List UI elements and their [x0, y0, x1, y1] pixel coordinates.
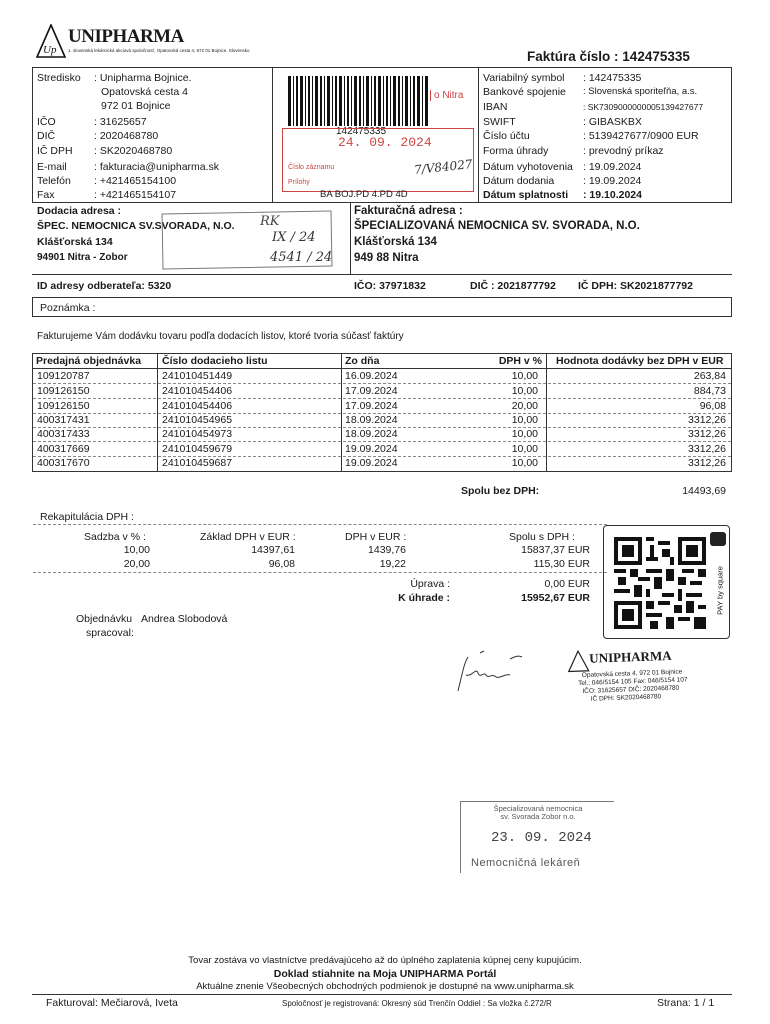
- company-stamp: [559, 645, 721, 711]
- recap-cell: 115,30 EUR: [533, 558, 590, 570]
- supplier-label-7: Telefón: [37, 175, 71, 187]
- supplier-value-5: : SK2020468780: [94, 145, 173, 157]
- route-code: BA BOJ.PD 4.PD 4D: [320, 189, 408, 200]
- payment-value-7: : 19.09.2024: [583, 175, 642, 187]
- table-cell: 400317431: [37, 414, 90, 426]
- header-mid-divider-2: [478, 67, 479, 202]
- intro-text: Fakturujeme Vám dodávku tovaru podľa dodacích listov, ktoré tvoria súčasť faktúry: [37, 331, 404, 342]
- company-stamp-line-3: IČ DPH: SK2020468780: [590, 693, 662, 703]
- table-cell: 400317433: [37, 428, 90, 440]
- recap-cell: 15837,37 EUR: [521, 544, 590, 556]
- qr-code-icon: [614, 537, 706, 629]
- table-cell: 263,84: [693, 370, 726, 382]
- header-left-border: [32, 67, 33, 202]
- registry-handwritten-number: 7/V84027: [413, 156, 474, 178]
- table-cell: 10,00: [511, 370, 538, 382]
- table-cell: 19.09.2024: [345, 457, 398, 469]
- table-cell: 241010454406: [162, 385, 233, 397]
- company-stamp-line-0: Opatovská cesta 4, 972 01 Bojnice: [581, 668, 683, 680]
- invoice-number: 142475335: [622, 49, 690, 64]
- table-bottom: [32, 471, 732, 472]
- table-header-2: Zo dňa: [345, 355, 380, 367]
- recap-cell: 14397,61: [251, 544, 295, 556]
- payment-label-2: IBAN: [483, 101, 508, 113]
- payment-label-3: SWIFT: [483, 116, 516, 128]
- table-total-value: 14493,69: [682, 485, 726, 497]
- payment-label-5: Forma úhrady: [483, 145, 549, 157]
- payment-value-5: : prevodný príkaz: [583, 145, 664, 157]
- delivery-name: ŠPEC. NEMOCNICA SV.SVORADA, N.O.: [37, 220, 235, 232]
- recap-adjust-label: Úprava :: [410, 578, 450, 590]
- table-col-border-1: [157, 353, 158, 471]
- table-header-1: Číslo dodacieho listu: [162, 355, 268, 367]
- note-top-line: [32, 297, 732, 298]
- table-cell: 241010451449: [162, 370, 233, 382]
- table-cell: 109120787: [37, 370, 90, 382]
- recap-title-underline: [33, 524, 607, 525]
- supplier-value-3: : 31625657: [94, 116, 147, 128]
- ids-top-line: [32, 274, 732, 275]
- company-stamp-line-2: IČO: 31625657 DIČ: 2020468780: [582, 684, 680, 696]
- table-cell: 10,00: [511, 443, 538, 455]
- table-cell: 884,73: [693, 385, 726, 397]
- receipt-stamp-line2: sv. Svorada Zobor n.o.: [500, 812, 576, 821]
- processed-name: Andrea Slobodová: [141, 613, 228, 625]
- receipt-stamp: [460, 801, 614, 873]
- customer-ico: IČO: 37971832: [354, 280, 426, 292]
- receipt-stamp-line3: Nemocničná lekáreň: [471, 857, 581, 869]
- logo-name: UNIPHARMA: [68, 26, 184, 47]
- note-left-border: [32, 297, 33, 316]
- payment-value-4: : 5139427677/0900 EUR: [583, 130, 699, 142]
- supplier-label-4: DIČ: [37, 130, 56, 142]
- supplier-label-3: IČO: [37, 116, 56, 128]
- recap-header-2: DPH v EUR :: [345, 531, 407, 543]
- invoice-title: [527, 49, 690, 64]
- table-cell: 400317669: [37, 443, 90, 455]
- registry-stamp-date: 24. 09. 2024: [338, 135, 432, 150]
- customer-id: ID adresy odberateľa: 5320: [37, 280, 172, 292]
- payment-label-7: Dátum dodania: [483, 175, 555, 187]
- recap-header-0: Sadzba v % :: [84, 531, 146, 543]
- customer-icdph: IČ DPH: SK2021877792: [578, 280, 693, 292]
- table-col-border-2: [341, 353, 342, 471]
- table-cell: 109126150: [37, 385, 90, 397]
- billing-city: 949 88 Nitra: [354, 252, 419, 264]
- footer-terms-note: Aktuálne znenie Všeobecných obchodných podmienok je dostupné na www.unipharma.sk: [196, 981, 574, 992]
- delivery-stamp-rk: RK: [260, 214, 280, 229]
- footer-portal-note: Doklad stiahnite na Moja UNIPHARMA Portál: [273, 968, 497, 980]
- payment-label-1: Bankové spojenie: [483, 86, 566, 98]
- recap-header-3: Spolu s DPH :: [509, 531, 575, 543]
- table-cell: 96,08: [699, 400, 726, 412]
- payment-value-1: : Slovenská sporiteľňa, a.s.: [583, 86, 698, 97]
- recap-adjust-value: 0,00 EUR: [544, 578, 590, 590]
- supplier-value-8: : +421465154107: [94, 189, 177, 201]
- footer-ownership-note: Tovar zostáva vo vlastníctve predávajúceho až do úplného zaplatenia kúpnej ceny kupujúcim.: [188, 955, 582, 966]
- supplier-value-4: : 2020468780: [94, 130, 159, 142]
- supplier-value-7: : +421465154100: [94, 175, 177, 187]
- footer-registration: Spoločnosť je registrovaná: Okresný súd Trenčín Oddiel : Sa vložka č.272/R: [282, 999, 552, 1008]
- recap-cell: 96,08: [268, 558, 295, 570]
- table-cell: 400317670: [37, 457, 90, 469]
- payment-label-0: Variabilný symbol: [483, 72, 565, 84]
- table-cell: 18.09.2024: [345, 428, 398, 440]
- table-cell: 3312,26: [688, 414, 726, 426]
- note-label: Poznámka :: [40, 302, 96, 314]
- delivery-city: 94901 Nitra - Zobor: [37, 252, 128, 263]
- table-header-3: DPH v %: [498, 355, 542, 367]
- table-total-label: Spolu bez DPH:: [461, 485, 540, 497]
- header-right-border: [731, 67, 732, 202]
- recap-rows-underline: [33, 572, 607, 573]
- table-row-separator: [33, 398, 731, 399]
- header-top-line: [32, 67, 732, 68]
- header-mid-divider-1: [272, 67, 273, 202]
- table-header-4: Hodnota dodávky bez DPH v EUR: [556, 355, 724, 367]
- table-cell: 16.09.2024: [345, 370, 398, 382]
- table-cell: 241010454965: [162, 414, 233, 426]
- table-cell: 109126150: [37, 400, 90, 412]
- header-bottom-line: [32, 202, 732, 203]
- company-stamp-name: UNIPHARMA: [589, 647, 672, 666]
- footer-line: [32, 994, 732, 995]
- table-row-separator: [33, 441, 731, 442]
- pay-by-square-box: [603, 525, 730, 639]
- recap-cell: 19,22: [379, 558, 406, 570]
- recap-title: Rekapitulácia DPH :: [40, 511, 134, 523]
- barcode-area: [278, 70, 476, 200]
- stamp-text-nitra: o Nitra: [430, 90, 463, 101]
- table-col-border-0: [32, 353, 33, 471]
- table-header-top: [32, 353, 732, 354]
- supplier-label-8: Fax: [37, 189, 55, 201]
- registry-cislo-zaznamu: Číslo záznamu: [288, 164, 335, 171]
- table-cell: 241010459687: [162, 457, 233, 469]
- table-cell: 10,00: [511, 457, 538, 469]
- recap-cell: 20,00: [123, 558, 150, 570]
- barcode-number: 142475335: [336, 126, 387, 137]
- note-right-border: [731, 297, 732, 316]
- table-cell: 3312,26: [688, 457, 726, 469]
- supplier-label-0: Stredisko: [37, 72, 81, 84]
- table-cell: 10,00: [511, 385, 538, 397]
- billing-street: Klášťorská 134: [354, 236, 437, 248]
- payment-label-4: Číslo účtu: [483, 130, 530, 142]
- supplier-label-5: IČ DPH: [37, 145, 73, 157]
- table-col-border-3: [546, 353, 547, 471]
- table-cell: 19.09.2024: [345, 443, 398, 455]
- footer-page: Strana: 1 / 1: [657, 997, 715, 1009]
- payment-value-8: : 19.10.2024: [583, 189, 642, 201]
- payment-label-8: Dátum splatnosti: [483, 189, 569, 201]
- table-cell: 241010454406: [162, 400, 233, 412]
- table-cell: 18.09.2024: [345, 414, 398, 426]
- table-cell: 17.09.2024: [345, 385, 398, 397]
- processed-label-2: spracoval:: [86, 627, 134, 639]
- customer-dic: DIČ : 2021877792: [470, 280, 556, 292]
- supplier-value-0: : Unipharma Bojnice.: [94, 72, 192, 84]
- invoice-title-label: Faktúra číslo :: [527, 49, 619, 64]
- barcode-icon: [288, 76, 428, 126]
- registry-prilohy: Prílohy: [288, 179, 310, 186]
- supplier-label-6: E-mail: [37, 161, 67, 173]
- payment-value-0: : 142475335: [583, 72, 642, 84]
- payment-value-2: : SK7309000000005139427677: [583, 102, 704, 112]
- recap-due-value: 15952,67 EUR: [521, 592, 590, 604]
- supplier-value-2: 972 01 Bojnice: [101, 100, 171, 112]
- table-header-bottom: [32, 368, 732, 369]
- table-header-0: Predajná objednávka: [36, 355, 142, 367]
- table-cell: 10,00: [511, 428, 538, 440]
- table-cell: 10,00: [511, 414, 538, 426]
- table-cell: 20,00: [511, 400, 538, 412]
- note-bottom-line: [32, 316, 732, 317]
- receipt-stamp-date: 23. 09. 2024: [491, 830, 592, 846]
- pay-by-square-label: PAY by square: [715, 566, 725, 615]
- footer-invoiced-by: Fakturoval: Mečiarová, Iveta: [46, 997, 178, 1009]
- table-col-border-4: [731, 353, 732, 471]
- logo-mark: Up: [43, 44, 57, 56]
- delivery-street: Klášťorská 134: [37, 236, 113, 248]
- logo-subtitle: 1. slovenská lekárnická akciová spoločnosť, Opatovská cesta 4, 972 01 Bojnice, Slovensko: [68, 48, 250, 53]
- delivery-stamp-line-0: IX / 24: [272, 230, 316, 245]
- payment-value-6: : 19.09.2024: [583, 161, 642, 173]
- recap-header-1: Základ DPH v EUR :: [200, 531, 296, 543]
- signature-icon: [450, 645, 530, 695]
- address-divider: [350, 202, 351, 274]
- stamp-logo-icon: [567, 650, 590, 673]
- table-row-separator: [33, 383, 731, 384]
- processed-label-1: Objednávku: [76, 613, 133, 625]
- pay-by-square-badge-icon: [710, 532, 726, 546]
- company-stamp-line-1: Tel.: 046/5154 105 Fax: 046/5154 107: [578, 676, 688, 688]
- delivery-title: Dodacia adresa :: [37, 205, 122, 217]
- recap-cell: 1439,76: [368, 544, 406, 556]
- billing-name: ŠPECIALIZOVANÁ NEMOCNICA SV. SVORADA, N.O.: [354, 220, 640, 232]
- company-logo: [36, 24, 256, 60]
- receipt-stamp-line1: Špecializovaná nemocnica: [493, 804, 583, 813]
- billing-title: Fakturačná adresa :: [354, 205, 463, 217]
- unipharma-logo-icon: [36, 24, 66, 58]
- payment-label-6: Dátum vyhotovenia: [483, 161, 573, 173]
- table-cell: 3312,26: [688, 443, 726, 455]
- supplier-value-1: Opatovská cesta 4: [101, 86, 188, 98]
- recap-cell: 10,00: [123, 544, 150, 556]
- table-cell: 241010454973: [162, 428, 233, 440]
- recap-due-label: K úhrade :: [398, 592, 450, 604]
- table-cell: 241010459679: [162, 443, 233, 455]
- table-cell: 3312,26: [688, 428, 726, 440]
- table-cell: 17.09.2024: [345, 400, 398, 412]
- payment-value-3: : GIBASKBX: [583, 116, 642, 128]
- supplier-value-6: : fakturacia@unipharma.sk: [94, 161, 220, 173]
- delivery-stamp-line-1: 4541 / 24: [270, 250, 333, 265]
